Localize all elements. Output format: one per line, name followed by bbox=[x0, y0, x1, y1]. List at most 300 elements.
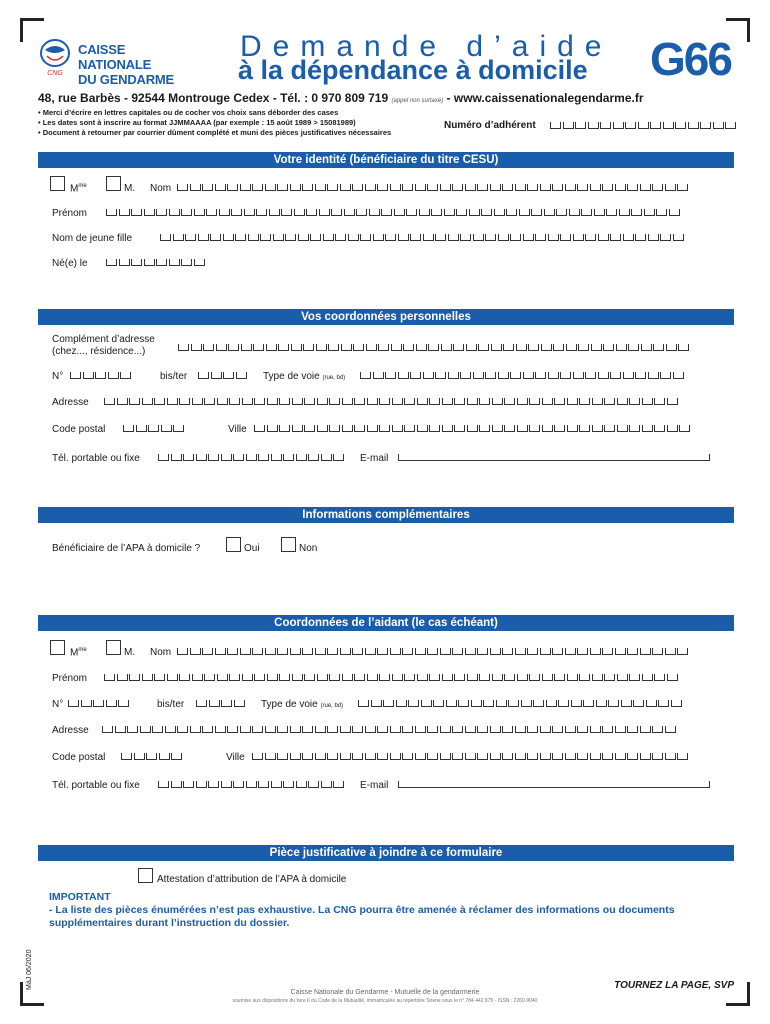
char-box[interactable] bbox=[641, 344, 652, 351]
char-box[interactable] bbox=[227, 726, 238, 733]
char-box[interactable] bbox=[277, 648, 288, 655]
char-box[interactable] bbox=[373, 234, 384, 241]
m-checkbox[interactable] bbox=[106, 176, 121, 191]
char-box[interactable] bbox=[454, 398, 465, 405]
char-box[interactable] bbox=[390, 726, 401, 733]
char-box[interactable] bbox=[541, 344, 552, 351]
char-box[interactable] bbox=[403, 344, 414, 351]
char-box[interactable] bbox=[142, 674, 153, 681]
char-box[interactable] bbox=[242, 674, 253, 681]
helper-bis-ter-field[interactable] bbox=[196, 700, 246, 707]
char-box[interactable] bbox=[440, 184, 451, 191]
char-box[interactable] bbox=[385, 234, 396, 241]
char-box[interactable] bbox=[215, 726, 226, 733]
char-box[interactable] bbox=[104, 398, 115, 405]
char-box[interactable] bbox=[340, 753, 351, 760]
char-box[interactable] bbox=[429, 398, 440, 405]
char-box[interactable] bbox=[427, 184, 438, 191]
char-box[interactable] bbox=[198, 234, 209, 241]
char-box[interactable] bbox=[248, 234, 259, 241]
char-box[interactable] bbox=[360, 372, 371, 379]
char-box[interactable] bbox=[490, 726, 501, 733]
char-box[interactable] bbox=[581, 209, 592, 216]
char-box[interactable] bbox=[485, 372, 496, 379]
char-box[interactable] bbox=[169, 209, 180, 216]
char-box[interactable] bbox=[365, 648, 376, 655]
char-box[interactable] bbox=[367, 398, 378, 405]
char-box[interactable] bbox=[233, 781, 244, 788]
char-box[interactable] bbox=[654, 425, 665, 432]
char-box[interactable] bbox=[490, 184, 501, 191]
char-box[interactable] bbox=[277, 726, 288, 733]
char-box[interactable] bbox=[252, 726, 263, 733]
char-box[interactable] bbox=[258, 781, 269, 788]
char-box[interactable] bbox=[673, 234, 684, 241]
char-box[interactable] bbox=[565, 648, 576, 655]
char-box[interactable] bbox=[654, 674, 665, 681]
char-box[interactable] bbox=[181, 259, 192, 266]
char-box[interactable] bbox=[171, 454, 182, 461]
char-box[interactable] bbox=[633, 700, 644, 707]
char-box[interactable] bbox=[515, 726, 526, 733]
char-box[interactable] bbox=[327, 753, 338, 760]
char-box[interactable] bbox=[342, 425, 353, 432]
char-box[interactable] bbox=[352, 184, 363, 191]
char-box[interactable] bbox=[371, 700, 382, 707]
char-box[interactable] bbox=[240, 726, 251, 733]
char-box[interactable] bbox=[316, 344, 327, 351]
char-box[interactable] bbox=[540, 184, 551, 191]
char-box[interactable] bbox=[398, 234, 409, 241]
char-box[interactable] bbox=[291, 344, 302, 351]
char-box[interactable] bbox=[646, 700, 657, 707]
char-box[interactable] bbox=[383, 700, 394, 707]
char-box[interactable] bbox=[167, 398, 178, 405]
char-box[interactable] bbox=[315, 648, 326, 655]
char-box[interactable] bbox=[567, 398, 578, 405]
char-box[interactable] bbox=[623, 372, 634, 379]
char-box[interactable] bbox=[527, 184, 538, 191]
char-box[interactable] bbox=[460, 372, 471, 379]
ville-field[interactable] bbox=[254, 425, 692, 432]
char-box[interactable] bbox=[552, 753, 563, 760]
char-box[interactable] bbox=[227, 648, 238, 655]
char-box[interactable] bbox=[466, 344, 477, 351]
char-box[interactable] bbox=[303, 344, 314, 351]
char-box[interactable] bbox=[204, 674, 215, 681]
char-box[interactable] bbox=[246, 781, 257, 788]
char-box[interactable] bbox=[317, 674, 328, 681]
char-box[interactable] bbox=[296, 454, 307, 461]
char-box[interactable] bbox=[258, 454, 269, 461]
char-box[interactable] bbox=[391, 344, 402, 351]
char-box[interactable] bbox=[606, 209, 617, 216]
char-box[interactable] bbox=[473, 372, 484, 379]
char-box[interactable] bbox=[453, 344, 464, 351]
char-box[interactable] bbox=[269, 209, 280, 216]
char-box[interactable] bbox=[604, 425, 615, 432]
char-box[interactable] bbox=[602, 184, 613, 191]
char-box[interactable] bbox=[415, 753, 426, 760]
char-box[interactable] bbox=[253, 344, 264, 351]
char-box[interactable] bbox=[490, 648, 501, 655]
helper-nom-field[interactable] bbox=[177, 648, 690, 655]
char-box[interactable] bbox=[506, 209, 517, 216]
char-box[interactable] bbox=[540, 753, 551, 760]
char-box[interactable] bbox=[629, 398, 640, 405]
char-box[interactable] bbox=[565, 753, 576, 760]
char-box[interactable] bbox=[471, 700, 482, 707]
char-box[interactable] bbox=[294, 209, 305, 216]
char-box[interactable] bbox=[335, 234, 346, 241]
char-box[interactable] bbox=[440, 648, 451, 655]
char-box[interactable] bbox=[290, 753, 301, 760]
char-box[interactable] bbox=[183, 454, 194, 461]
char-box[interactable] bbox=[179, 398, 190, 405]
char-box[interactable] bbox=[481, 209, 492, 216]
char-box[interactable] bbox=[467, 425, 478, 432]
char-box[interactable] bbox=[68, 700, 79, 707]
char-box[interactable] bbox=[194, 209, 205, 216]
char-box[interactable] bbox=[569, 209, 580, 216]
helper-code-postal-field[interactable] bbox=[121, 753, 184, 760]
char-box[interactable] bbox=[115, 726, 126, 733]
char-box[interactable] bbox=[663, 122, 674, 129]
char-box[interactable] bbox=[267, 674, 278, 681]
char-box[interactable] bbox=[492, 425, 503, 432]
char-box[interactable] bbox=[631, 209, 642, 216]
char-box[interactable] bbox=[415, 648, 426, 655]
char-box[interactable] bbox=[577, 753, 588, 760]
char-box[interactable] bbox=[377, 726, 388, 733]
char-box[interactable] bbox=[196, 781, 207, 788]
char-box[interactable] bbox=[533, 700, 544, 707]
apa-oui-checkbox[interactable] bbox=[226, 537, 241, 552]
char-box[interactable] bbox=[640, 184, 651, 191]
char-box[interactable] bbox=[550, 122, 561, 129]
char-box[interactable] bbox=[315, 753, 326, 760]
char-box[interactable] bbox=[552, 648, 563, 655]
char-box[interactable] bbox=[354, 674, 365, 681]
char-box[interactable] bbox=[381, 209, 392, 216]
char-box[interactable] bbox=[158, 781, 169, 788]
char-box[interactable] bbox=[592, 425, 603, 432]
char-box[interactable] bbox=[404, 398, 415, 405]
char-box[interactable] bbox=[454, 425, 465, 432]
char-box[interactable] bbox=[542, 674, 553, 681]
char-box[interactable] bbox=[234, 700, 245, 707]
char-box[interactable] bbox=[410, 234, 421, 241]
char-box[interactable] bbox=[469, 209, 480, 216]
char-box[interactable] bbox=[406, 209, 417, 216]
char-box[interactable] bbox=[660, 234, 671, 241]
char-box[interactable] bbox=[233, 454, 244, 461]
char-box[interactable] bbox=[129, 398, 140, 405]
char-box[interactable] bbox=[454, 674, 465, 681]
char-box[interactable] bbox=[577, 648, 588, 655]
char-box[interactable] bbox=[190, 184, 201, 191]
char-box[interactable] bbox=[344, 209, 355, 216]
char-box[interactable] bbox=[317, 425, 328, 432]
char-box[interactable] bbox=[540, 648, 551, 655]
char-box[interactable] bbox=[321, 781, 332, 788]
char-box[interactable] bbox=[477, 753, 488, 760]
char-box[interactable] bbox=[431, 209, 442, 216]
char-box[interactable] bbox=[479, 425, 490, 432]
char-box[interactable] bbox=[510, 372, 521, 379]
char-box[interactable] bbox=[246, 454, 257, 461]
helper-numero-field[interactable] bbox=[68, 700, 131, 707]
char-box[interactable] bbox=[104, 674, 115, 681]
char-box[interactable] bbox=[460, 234, 471, 241]
char-box[interactable] bbox=[625, 122, 636, 129]
char-box[interactable] bbox=[479, 674, 490, 681]
char-box[interactable] bbox=[385, 372, 396, 379]
char-box[interactable] bbox=[598, 372, 609, 379]
char-box[interactable] bbox=[254, 674, 265, 681]
char-box[interactable] bbox=[208, 781, 219, 788]
char-box[interactable] bbox=[640, 726, 651, 733]
char-box[interactable] bbox=[83, 372, 94, 379]
char-box[interactable] bbox=[378, 344, 389, 351]
char-box[interactable] bbox=[290, 726, 301, 733]
char-box[interactable] bbox=[217, 674, 228, 681]
char-box[interactable] bbox=[120, 372, 131, 379]
char-box[interactable] bbox=[136, 425, 147, 432]
char-box[interactable] bbox=[416, 344, 427, 351]
char-box[interactable] bbox=[310, 234, 321, 241]
char-box[interactable] bbox=[642, 398, 653, 405]
helper-adresse-field[interactable] bbox=[102, 726, 677, 733]
char-box[interactable] bbox=[242, 398, 253, 405]
char-box[interactable] bbox=[173, 425, 184, 432]
char-box[interactable] bbox=[148, 425, 159, 432]
char-box[interactable] bbox=[236, 372, 247, 379]
char-box[interactable] bbox=[567, 425, 578, 432]
char-box[interactable] bbox=[340, 184, 351, 191]
char-box[interactable] bbox=[590, 648, 601, 655]
char-box[interactable] bbox=[467, 398, 478, 405]
char-box[interactable] bbox=[427, 753, 438, 760]
char-box[interactable] bbox=[235, 234, 246, 241]
type-voie-field[interactable] bbox=[360, 372, 685, 379]
char-box[interactable] bbox=[552, 726, 563, 733]
char-box[interactable] bbox=[102, 726, 113, 733]
char-box[interactable] bbox=[479, 398, 490, 405]
char-box[interactable] bbox=[327, 648, 338, 655]
char-box[interactable] bbox=[265, 726, 276, 733]
char-box[interactable] bbox=[421, 700, 432, 707]
char-box[interactable] bbox=[183, 781, 194, 788]
char-box[interactable] bbox=[644, 209, 655, 216]
char-box[interactable] bbox=[516, 344, 527, 351]
char-box[interactable] bbox=[279, 398, 290, 405]
char-box[interactable] bbox=[292, 425, 303, 432]
char-box[interactable] bbox=[619, 209, 630, 216]
char-box[interactable] bbox=[490, 753, 501, 760]
char-box[interactable] bbox=[435, 372, 446, 379]
char-box[interactable] bbox=[415, 184, 426, 191]
char-box[interactable] bbox=[298, 234, 309, 241]
char-box[interactable] bbox=[477, 726, 488, 733]
char-box[interactable] bbox=[652, 726, 663, 733]
char-box[interactable] bbox=[531, 209, 542, 216]
nom-field[interactable] bbox=[177, 184, 690, 191]
char-box[interactable] bbox=[446, 700, 457, 707]
char-box[interactable] bbox=[365, 753, 376, 760]
char-box[interactable] bbox=[159, 753, 170, 760]
nom-jeune-fille-field[interactable] bbox=[160, 234, 685, 241]
char-box[interactable] bbox=[667, 674, 678, 681]
char-box[interactable] bbox=[456, 209, 467, 216]
char-box[interactable] bbox=[658, 700, 669, 707]
char-box[interactable] bbox=[465, 726, 476, 733]
char-box[interactable] bbox=[527, 648, 538, 655]
char-box[interactable] bbox=[700, 122, 711, 129]
char-box[interactable] bbox=[377, 648, 388, 655]
char-box[interactable] bbox=[565, 184, 576, 191]
char-box[interactable] bbox=[173, 234, 184, 241]
char-box[interactable] bbox=[134, 753, 145, 760]
helper-type-voie-field[interactable] bbox=[358, 700, 683, 707]
char-box[interactable] bbox=[283, 781, 294, 788]
char-box[interactable] bbox=[333, 781, 344, 788]
char-box[interactable] bbox=[502, 753, 513, 760]
char-box[interactable] bbox=[215, 184, 226, 191]
char-box[interactable] bbox=[244, 209, 255, 216]
char-box[interactable] bbox=[265, 753, 276, 760]
char-box[interactable] bbox=[396, 700, 407, 707]
char-box[interactable] bbox=[653, 344, 664, 351]
char-box[interactable] bbox=[392, 674, 403, 681]
char-box[interactable] bbox=[567, 674, 578, 681]
char-box[interactable] bbox=[278, 344, 289, 351]
char-box[interactable] bbox=[527, 726, 538, 733]
char-box[interactable] bbox=[517, 398, 528, 405]
char-box[interactable] bbox=[177, 184, 188, 191]
char-box[interactable] bbox=[677, 184, 688, 191]
char-box[interactable] bbox=[725, 122, 736, 129]
char-box[interactable] bbox=[160, 234, 171, 241]
char-box[interactable] bbox=[417, 398, 428, 405]
char-box[interactable] bbox=[194, 259, 205, 266]
char-box[interactable] bbox=[215, 648, 226, 655]
char-box[interactable] bbox=[340, 648, 351, 655]
char-box[interactable] bbox=[154, 674, 165, 681]
char-box[interactable] bbox=[665, 184, 676, 191]
char-box[interactable] bbox=[523, 372, 534, 379]
char-box[interactable] bbox=[613, 122, 624, 129]
char-box[interactable] bbox=[404, 674, 415, 681]
char-box[interactable] bbox=[627, 726, 638, 733]
char-box[interactable] bbox=[271, 781, 282, 788]
char-box[interactable] bbox=[171, 781, 182, 788]
char-box[interactable] bbox=[190, 648, 201, 655]
char-box[interactable] bbox=[366, 344, 377, 351]
char-box[interactable] bbox=[392, 398, 403, 405]
helper-email-field[interactable] bbox=[398, 781, 710, 788]
char-box[interactable] bbox=[504, 674, 515, 681]
char-box[interactable] bbox=[629, 425, 640, 432]
char-box[interactable] bbox=[323, 234, 334, 241]
char-box[interactable] bbox=[517, 674, 528, 681]
char-box[interactable] bbox=[119, 259, 130, 266]
prenom-field[interactable] bbox=[106, 209, 681, 216]
helper-m-checkbox[interactable] bbox=[106, 640, 121, 655]
char-box[interactable] bbox=[666, 344, 677, 351]
char-box[interactable] bbox=[590, 753, 601, 760]
char-box[interactable] bbox=[628, 344, 639, 351]
char-box[interactable] bbox=[329, 425, 340, 432]
char-box[interactable] bbox=[523, 234, 534, 241]
char-box[interactable] bbox=[629, 674, 640, 681]
char-box[interactable] bbox=[365, 184, 376, 191]
char-box[interactable] bbox=[140, 726, 151, 733]
char-box[interactable] bbox=[177, 648, 188, 655]
char-box[interactable] bbox=[554, 674, 565, 681]
char-box[interactable] bbox=[304, 398, 315, 405]
char-box[interactable] bbox=[271, 454, 282, 461]
char-box[interactable] bbox=[673, 372, 684, 379]
char-box[interactable] bbox=[598, 234, 609, 241]
char-box[interactable] bbox=[577, 726, 588, 733]
char-box[interactable] bbox=[515, 753, 526, 760]
char-box[interactable] bbox=[596, 700, 607, 707]
char-box[interactable] bbox=[354, 425, 365, 432]
char-box[interactable] bbox=[221, 700, 232, 707]
char-box[interactable] bbox=[428, 344, 439, 351]
char-box[interactable] bbox=[617, 398, 628, 405]
char-box[interactable] bbox=[267, 425, 278, 432]
char-box[interactable] bbox=[652, 753, 663, 760]
char-box[interactable] bbox=[654, 398, 665, 405]
char-box[interactable] bbox=[392, 425, 403, 432]
char-box[interactable] bbox=[179, 674, 190, 681]
char-box[interactable] bbox=[229, 674, 240, 681]
char-box[interactable] bbox=[496, 700, 507, 707]
char-box[interactable] bbox=[281, 209, 292, 216]
char-box[interactable] bbox=[554, 398, 565, 405]
char-box[interactable] bbox=[283, 454, 294, 461]
char-box[interactable] bbox=[552, 184, 563, 191]
char-box[interactable] bbox=[515, 184, 526, 191]
char-box[interactable] bbox=[423, 372, 434, 379]
char-box[interactable] bbox=[290, 184, 301, 191]
char-box[interactable] bbox=[292, 398, 303, 405]
char-box[interactable] bbox=[377, 753, 388, 760]
char-box[interactable] bbox=[615, 753, 626, 760]
char-box[interactable] bbox=[352, 753, 363, 760]
char-box[interactable] bbox=[119, 209, 130, 216]
char-box[interactable] bbox=[521, 700, 532, 707]
char-box[interactable] bbox=[544, 209, 555, 216]
char-box[interactable] bbox=[277, 753, 288, 760]
char-box[interactable] bbox=[528, 344, 539, 351]
char-box[interactable] bbox=[70, 372, 81, 379]
char-box[interactable] bbox=[265, 184, 276, 191]
tel-field[interactable] bbox=[158, 454, 346, 461]
char-box[interactable] bbox=[452, 184, 463, 191]
helper-mme-checkbox[interactable] bbox=[50, 640, 65, 655]
char-box[interactable] bbox=[635, 372, 646, 379]
char-box[interactable] bbox=[444, 209, 455, 216]
char-box[interactable] bbox=[579, 674, 590, 681]
char-box[interactable] bbox=[341, 344, 352, 351]
char-box[interactable] bbox=[398, 372, 409, 379]
char-box[interactable] bbox=[367, 425, 378, 432]
char-box[interactable] bbox=[315, 726, 326, 733]
char-box[interactable] bbox=[177, 726, 188, 733]
